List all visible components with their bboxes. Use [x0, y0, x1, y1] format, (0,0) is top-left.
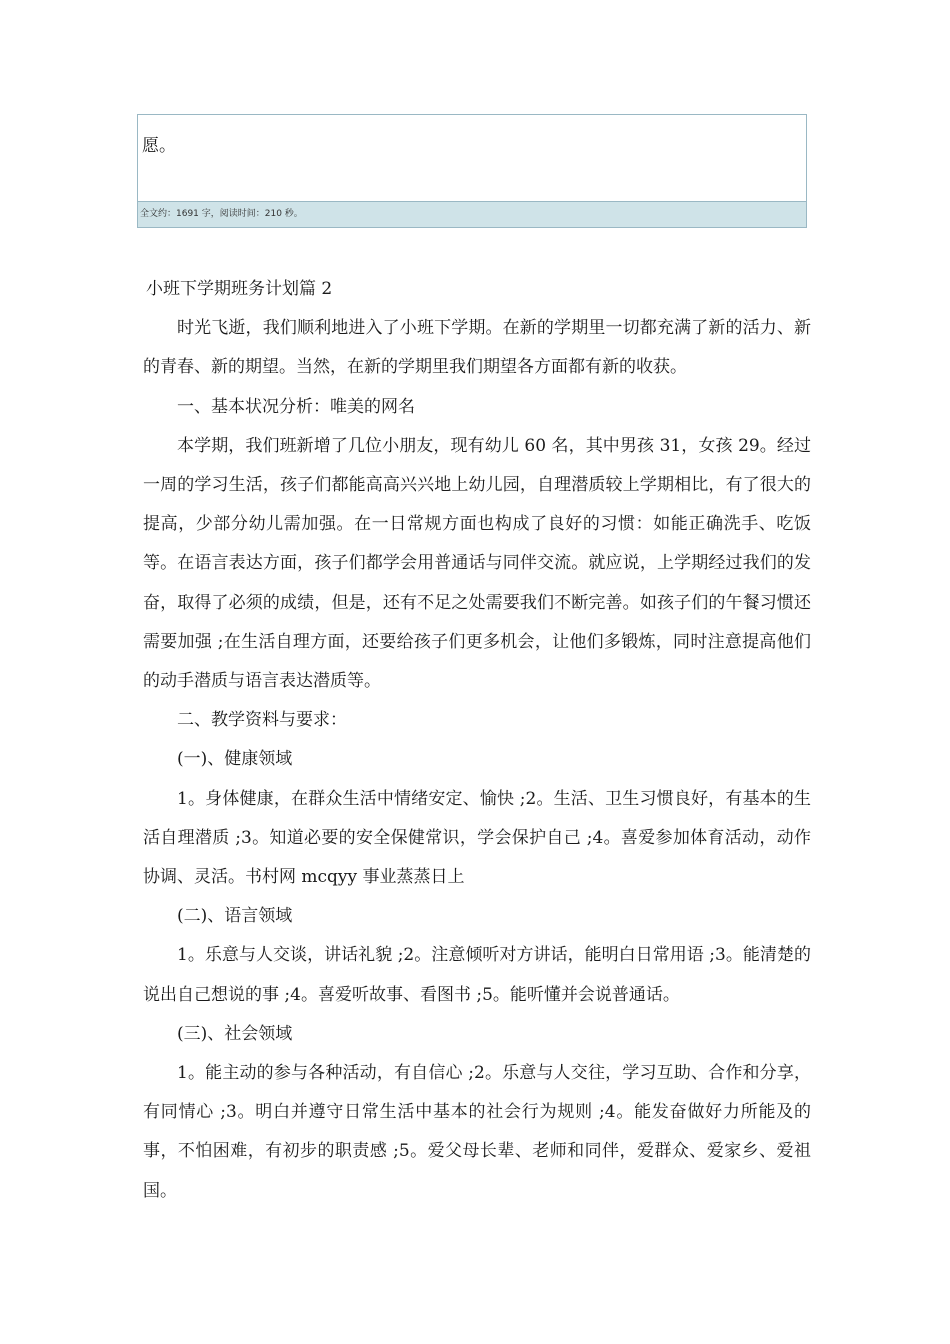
word-count-footer: 全文约：1691 字，阅读时间：210 秒。	[138, 201, 806, 227]
paragraph-social: 1。能主动的参与各种活动，有自信心 ;2。乐意与人交往，学习互助、合作和分享，有同情心 ;3。明白并遵守日常生活中基本的社会行为规则 ;4。能发奋做好力所能及的事，不怕困难，有初步的职责感 ;5。爱父母长辈、老师和同伴，爱群众、爱家乡、爱祖国。	[143, 1063, 811, 1201]
subheading-health: (一)、健康领域	[177, 749, 293, 770]
previous-section-box	[137, 114, 807, 228]
subheading-language: (二)、语言领域	[177, 906, 293, 927]
subheading-social: (三)、社会领域	[177, 1023, 293, 1044]
heading-situation-analysis: 一、基本状况分析：唯美的网名	[177, 396, 415, 417]
paragraph-situation: 本学期，我们班新增了几位小朋友，现有幼儿 60 名，其中男孩 31，女孩 29。经过一周的学习生活，孩子们都能高高兴兴地上幼儿园，自理潜质较上学期相比，有了很大的提高，少部分幼儿需加强。在一日常规方面也构成了良好的习惯：如能正确洗手、吃饭等。在语言表达方面，孩子们都学会用普通话与同伴交流。就应说，上学期经过我们的发奋，取得了必须的成绩，但是，还有不足之处需要我们不断完善。如孩子们的午餐习惯还需要加强 ;在生活自理方面，还要给孩子们更多机会，让他们多锻炼，同时注意提高他们的动手潜质与语言表达潜质等。	[143, 435, 811, 692]
heading-teaching-content: 二、教学资料与要求：	[177, 710, 347, 731]
continuation-text: 愿。	[142, 136, 176, 156]
paragraph-intro: 时光飞逝，我们顺利地进入了小班下学期。在新的学期里一切都充满了新的活力、新的青春、新的期望。当然，在新的学期里我们期望各方面都有新的收获。	[143, 318, 811, 378]
paragraph-language: 1。乐意与人交谈，讲话礼貌 ;2。注意倾听对方讲话，能明白日常用语 ;3。能清楚的说出自己想说的事 ;4。喜爱听故事、看图书 ;5。能听懂并会说普通话。	[143, 945, 811, 1005]
document-body	[143, 270, 811, 1211]
paragraph-health: 1。身体健康，在群众生活中情绪安定、愉快 ;2。生活、卫生习惯良好，有基本的生活自理潜质 ;3。知道必要的安全保健常识，学会保护自己 ;4。喜爱参加体育活动，动作协调、灵活。书村网 mcqyy 事业蒸蒸日上	[143, 788, 811, 888]
section-title: 小班下学期班务计划篇 2	[146, 279, 333, 299]
